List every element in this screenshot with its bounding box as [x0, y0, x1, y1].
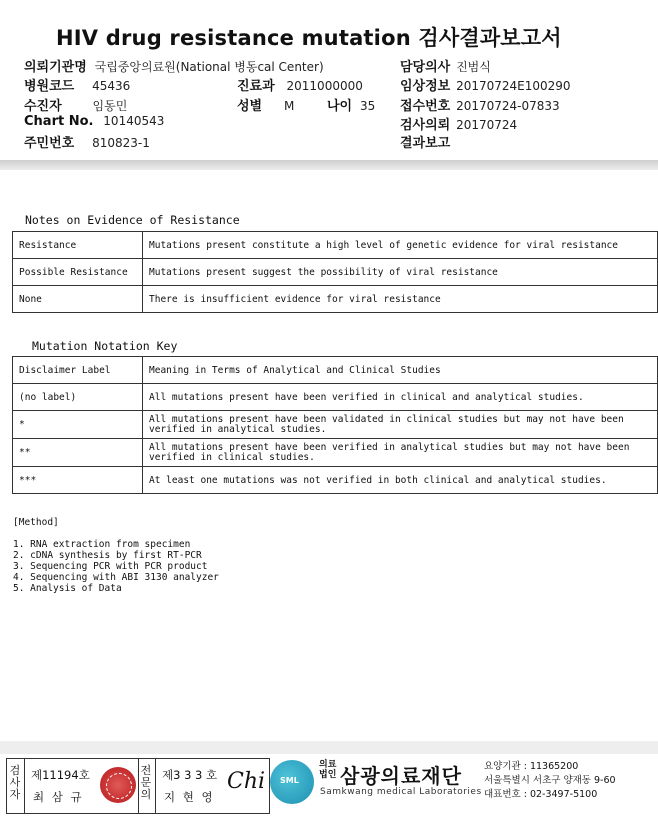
requesting-org-value: 국립중앙의료원(National 병동cal Center) [94, 60, 324, 74]
specialist-license: 제3 3 3 호 [162, 768, 218, 782]
doctor-row [400, 56, 491, 75]
institution-info-line: 요양기관 : 11365200 [484, 761, 579, 772]
receipt-no-row [400, 95, 560, 114]
table-row [13, 439, 658, 467]
key-label-cell: *** [13, 467, 143, 494]
table-row [13, 259, 658, 286]
key-title: Mutation Notation Key [32, 339, 178, 353]
key-table [12, 356, 658, 494]
institution-name-kr: 삼광의료재단 [340, 764, 462, 788]
method-section [13, 517, 219, 594]
notes-text-cell: There is insufficient evidence for viral resistance [143, 286, 658, 313]
sex-row [237, 95, 294, 114]
notes-text-cell: Mutations present constitute a high level of genetic evidence for viral resistance [143, 232, 658, 259]
notes-label-cell: Resistance [13, 232, 143, 259]
specialist-name: 지 현 영 [164, 790, 215, 804]
patient-label: 수진자 [24, 99, 62, 114]
department-row [237, 75, 363, 94]
test-request-row [400, 114, 517, 133]
patient-row [24, 95, 127, 114]
notes-label-cell: Possible Resistance [13, 259, 143, 286]
key-text-cell: At least one mutations was not verified in both clinical and analytical studies. [143, 467, 658, 494]
institution-name-en: Samkwang medical Laboratories [320, 787, 482, 797]
doctor-label: 담당의사 [400, 60, 451, 75]
method-step: 1. RNA extraction from specimen [13, 539, 191, 550]
table-row [13, 467, 658, 494]
notes-table [12, 231, 658, 313]
logo-text: SML [280, 776, 299, 785]
method-step: 3. Sequencing PCR with PCR product [13, 561, 208, 572]
institution-type: 의료법인 [319, 760, 337, 780]
hospital-code-label: 병원코드 [24, 79, 75, 94]
resident-no-label: 주민번호 [24, 136, 75, 151]
tester-license: 제11194호 [31, 768, 90, 782]
footer [0, 754, 658, 822]
report-title: HIV drug resistance mutation 검사결과보고서 [56, 26, 562, 50]
chart-no-label: Chart No. [24, 114, 94, 129]
clinical-info-label: 임상정보 [400, 79, 451, 94]
table-row [13, 232, 658, 259]
clinical-info-row [400, 75, 571, 94]
department-value: 2011000000 [286, 79, 363, 93]
requesting-org-label: 의뢰기관명 [24, 60, 87, 75]
test-request-label: 검사의뢰 [400, 118, 451, 133]
key-label-cell: * [13, 411, 143, 439]
result-report-row [400, 132, 450, 151]
institution-info-line: 대표번호 : 02-3497-5100 [484, 789, 598, 800]
chart-no-row [24, 114, 164, 129]
method-step: 2. cDNA synthesis by first RT-PCR [13, 550, 202, 561]
age-value: 35 [359, 99, 376, 113]
institution-info [484, 760, 616, 802]
method-step: 5. Analysis of Data [13, 583, 122, 594]
tester-name: 최 삼 규 [33, 790, 84, 804]
notes-label-cell: None [13, 286, 143, 313]
footer-divider [0, 741, 658, 755]
sex-value: M [283, 99, 295, 113]
tester-label: 검사자 [9, 764, 21, 801]
institution-info-line: 서울특별시 서초구 양재동 9-60 [484, 775, 616, 786]
receipt-no-label: 접수번호 [400, 99, 451, 114]
test-request-value: 20170724 [456, 118, 518, 132]
section-divider [0, 160, 658, 170]
method-step: 4. Sequencing with ABI 3130 analyzer [13, 572, 219, 583]
method-title: [Method] [13, 517, 59, 528]
notes-title: Notes on Evidence of Resistance [25, 213, 240, 227]
table-row [13, 357, 658, 384]
chart-no-value: 10140543 [103, 114, 165, 128]
hospital-code-value: 45436 [92, 79, 131, 93]
age-label: 나이 [327, 99, 353, 114]
tester-seal-icon [100, 767, 136, 803]
requesting-org-row [24, 56, 324, 75]
key-label-cell: ** [13, 439, 143, 467]
doctor-value: 진범식 [456, 60, 491, 74]
age-row [327, 95, 375, 114]
key-text-cell: All mutations present have been verified in clinical and analytical studies. [143, 384, 658, 411]
department-label: 진료과 [237, 79, 275, 94]
specialist-signature: Chi [227, 769, 266, 794]
key-label-cell: (no label) [13, 384, 143, 411]
key-header-text: Meaning in Terms of Analytical and Clinical Studies [143, 357, 658, 384]
resident-no-value: 810823-1 [92, 136, 150, 150]
table-row [13, 286, 658, 313]
hospital-code-row [24, 75, 130, 94]
receipt-no-value: 20170724-07833 [456, 99, 560, 113]
key-header-label: Disclaimer Label [13, 357, 143, 384]
key-text-cell: All mutations present have been verified in analytical studies but may not have been verified in clinical studies. [143, 439, 658, 467]
notes-text-cell: Mutations present suggest the possibility of viral resistance [143, 259, 658, 286]
key-text-cell: All mutations present have been validated in clinical studies but may not have been verified in analytical studies. [143, 411, 658, 439]
result-report-label: 결과보고 [400, 136, 451, 151]
clinical-info-value: 20170724E100290 [456, 79, 571, 93]
table-row [13, 411, 658, 439]
resident-no-row [24, 132, 150, 151]
table-row [13, 384, 658, 411]
sex-label: 성별 [237, 99, 263, 114]
signature-box [6, 758, 270, 814]
specialist-label: 전문의 [140, 764, 152, 801]
patient-value: 임동민 [92, 99, 128, 113]
